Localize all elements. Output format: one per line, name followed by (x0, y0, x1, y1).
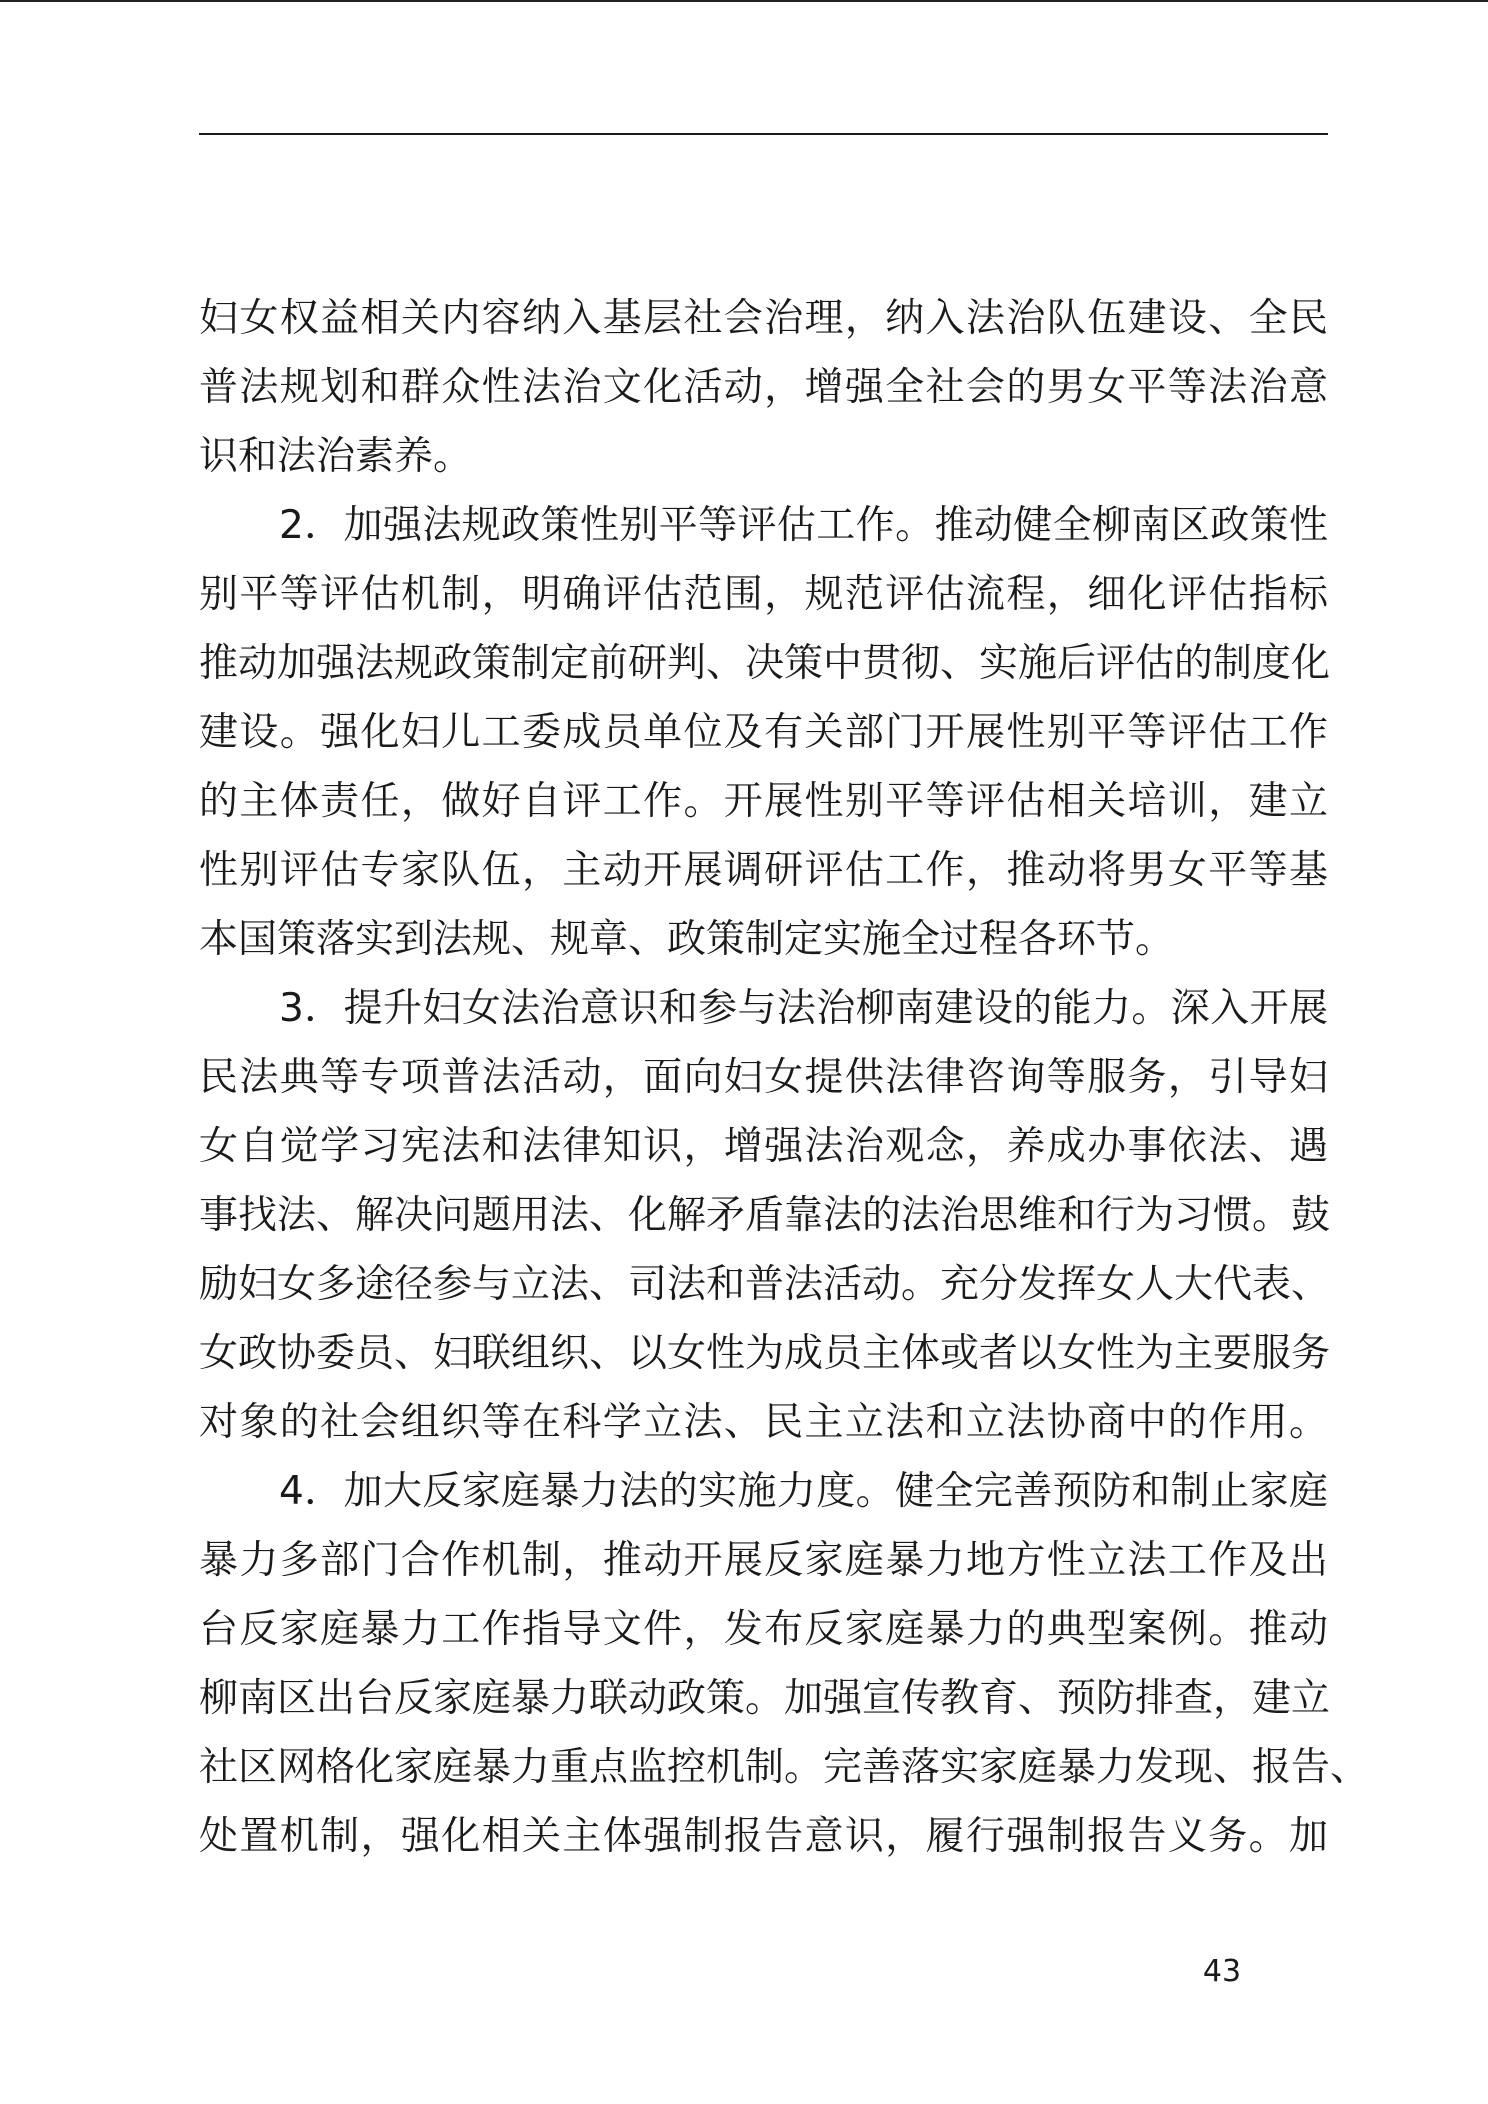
text-line: 女自觉学习宪法和法律知识，增强法治观念，养成办事依法、遇 (199, 1124, 1328, 1169)
text-line: 4．加大反家庭暴力法的实施力度。健全完善预防和制止家庭 (279, 1469, 1328, 1514)
text-line: 暴力多部门合作机制，推动开展反家庭暴力地方性立法工作及出 (199, 1538, 1328, 1583)
text-line: 推动加强法规政策制定前研判、决策中贯彻、实施后评估的制度化 (199, 641, 1331, 686)
paragraph (199, 974, 1331, 1457)
text-line: 3．提升妇女法治意识和参与法治柳南建设的能力。深入开展 (279, 986, 1328, 1031)
paragraph (199, 491, 1331, 974)
paragraph (199, 284, 1328, 491)
page-number: 43 (1202, 1954, 1242, 1989)
body-text (199, 284, 1370, 1871)
text-line: 女政协委员、妇联组织、以女性为成员主体或者以女性为主要服务 (199, 1331, 1331, 1376)
text-line: 事找法、解决问题用法、化解矛盾靠法的法治思维和行为习惯。鼓 (199, 1193, 1331, 1238)
text-line: 处置机制，强化相关主体强制报告意识，履行强制报告义务。加 (199, 1814, 1328, 1859)
text-line: 对象的社会组织等在科学立法、民主立法和立法协商中的作用。 (199, 1400, 1328, 1445)
text-line: 励妇女多途径参与立法、司法和普法活动。充分发挥女人大代表、 (199, 1262, 1331, 1307)
text-line: 民法典等专项普法活动，面向妇女提供法律咨询等服务，引导妇 (199, 1055, 1328, 1100)
text-line: 性别评估专家队伍，主动开展调研评估工作，推动将男女平等基 (199, 848, 1328, 893)
text-line: 建设。强化妇儿工委成员单位及有关部门开展性别平等评估工作 (199, 710, 1328, 755)
text-line: 台反家庭暴力工作指导文件，发布反家庭暴力的典型案例。推动 (199, 1607, 1328, 1652)
text-line: 普法规划和群众性法治文化活动，增强全社会的男女平等法治意 (199, 365, 1328, 410)
text-line: 妇女权益相关内容纳入基层社会治理，纳入法治队伍建设、全民 (199, 296, 1328, 341)
header-rule (199, 133, 1328, 135)
page-edge-top (0, 0, 1488, 2)
text-line: 识和法治素养。 (199, 434, 473, 479)
paragraph (199, 1457, 1370, 1871)
text-line: 本国策落实到法规、规章、政策制定实施全过程各环节。 (199, 917, 1175, 962)
text-line: 社区网格化家庭暴力重点监控机制。完善落实家庭暴力发现、报告、 (199, 1745, 1370, 1790)
text-line: 别平等评估机制，明确评估范围，规范评估流程，细化评估指标 (199, 572, 1328, 617)
text-line: 柳南区出台反家庭暴力联动政策。加强宣传教育、预防排查，建立 (199, 1676, 1331, 1721)
text-line: 的主体责任，做好自评工作。开展性别平等评估相关培训，建立 (199, 779, 1328, 824)
text-line: 2．加强法规政策性别平等评估工作。推动健全柳南区政策性 (279, 503, 1328, 548)
